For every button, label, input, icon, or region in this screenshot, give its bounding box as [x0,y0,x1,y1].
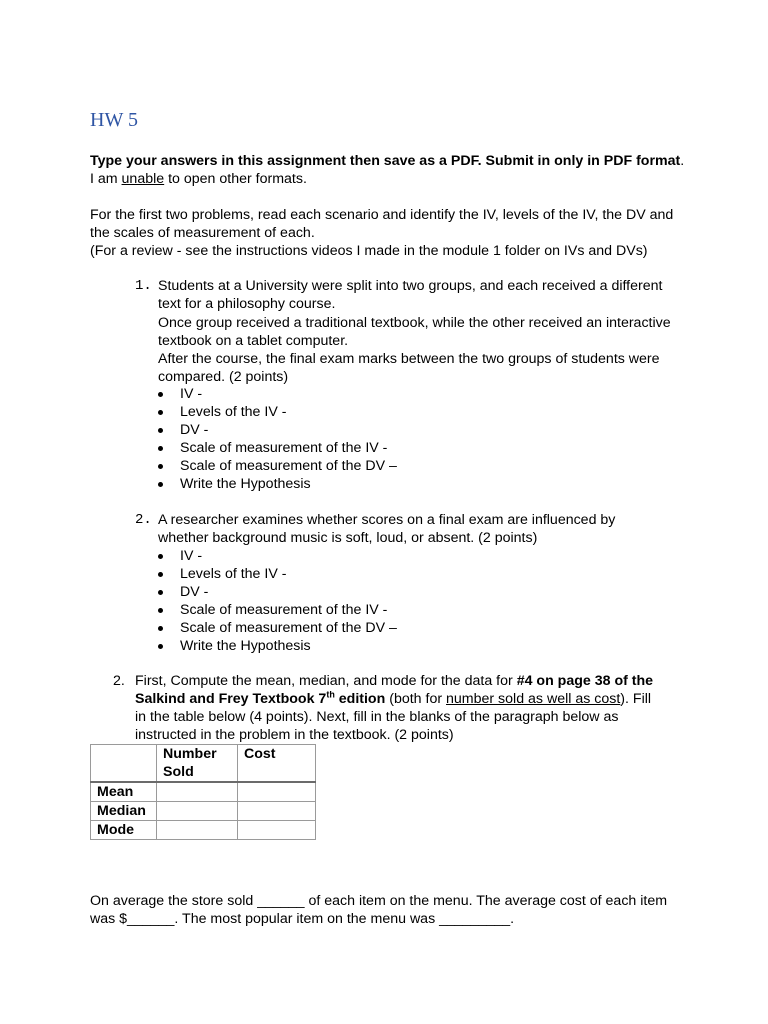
table-cell-mean-cost[interactable] [238,782,316,802]
intro-paragraph [90,152,690,188]
table-row [91,821,316,840]
problem-3-text-1: First, Compute the mean, median, and mode for the data for [135,673,517,689]
intro-text-2: to open other formats. [164,171,307,187]
superscript-th: th [326,689,335,700]
table-cell-mode-cost[interactable] [238,821,316,840]
problem-2-number: 2. [135,512,152,528]
problem-1-line-3: After the course, the final exam marks between the two groups of students were compared. (2 points) [158,351,660,385]
table-cell-mode-number-sold[interactable] [157,821,238,840]
intro-underlined-text: unable [121,171,165,187]
problem-1-line-2: Once group received a traditional textbook, while the other received an interactive textbook on a tablet computer. [158,315,671,349]
problem-3-underlined-text: number sold as well as cost [446,691,621,707]
bullet-item: IV - [158,547,397,565]
column-header-cost: Cost [238,745,316,783]
bullet-item: Write the Hypothesis [158,475,397,493]
bullet-item: Levels of the IV - [158,403,397,421]
bullet-item: IV - [158,385,397,403]
table-row [91,782,316,802]
problem-2-text: A researcher examines whether scores on a final exam are influenced by whether background music is soft, loud, or absent. (2 points) [158,512,616,546]
row-header-mode: Mode [91,821,157,840]
problem-3-text [135,672,660,744]
bullet-item: Levels of the IV - [158,565,397,583]
problem-3-number: 2. [113,673,125,689]
summary-fill-in-paragraph: On average the store sold ______ of each item on the menu. The average cost of each item was $______. The most popular item on the menu was _________. [90,893,668,927]
problem-3-bold-edition: edition [334,691,386,707]
bullet-item: DV - [158,421,397,439]
problem-1-bullet-list [158,385,397,493]
table-header-row [91,745,316,783]
bullet-item: Scale of measurement of the IV - [158,439,397,457]
bullet-item: DV - [158,583,397,601]
problem-2-bullet-list [158,547,397,655]
problem-3-bold-reference: #4 on page 38 of the Salkind and Frey Textbook 7 [135,673,654,707]
bullet-item: Scale of measurement of the DV – [158,457,397,475]
table-cell-mean-number-sold[interactable] [157,782,238,802]
table-corner-cell [91,745,157,783]
row-header-mean: Mean [91,782,157,802]
table-row [91,802,316,821]
intro-bold-text: Type your answers in this assignment then save as a PDF. Submit in only in PDF format [90,153,681,169]
column-header-number-sold: Number Sold [157,745,238,783]
problem-1-number: 1. [135,278,152,294]
statistics-table [90,744,316,840]
bullet-item: Write the Hypothesis [158,637,397,655]
problem-3-text-3: ). Fill in the table below (4 points). Next, fill in the blanks of the paragraph below as instructed in the problem in the textbook. (2 points) [135,691,652,743]
problem-3-text-2: (both for [385,691,447,707]
bullet-item: Scale of measurement of the IV - [158,601,397,619]
bullet-item: Scale of measurement of the DV – [158,619,397,637]
page-title: HW 5 [90,109,138,131]
instructions-line-2: (For a review - see the instructions videos I made in the module 1 folder on IVs and DVs) [90,243,648,259]
table-cell-median-cost[interactable] [238,802,316,821]
problem-1-line-1: Students at a University were split into two groups, and each received a different text for a philosophy course. [158,278,663,312]
intro-text-1: . I am [90,153,685,187]
instructions-line-1: For the first two problems, read each scenario and identify the IV, levels of the IV, the DV and the scales of measurement of each. [90,207,674,241]
table-cell-median-number-sold[interactable] [157,802,238,821]
row-header-median: Median [91,802,157,821]
